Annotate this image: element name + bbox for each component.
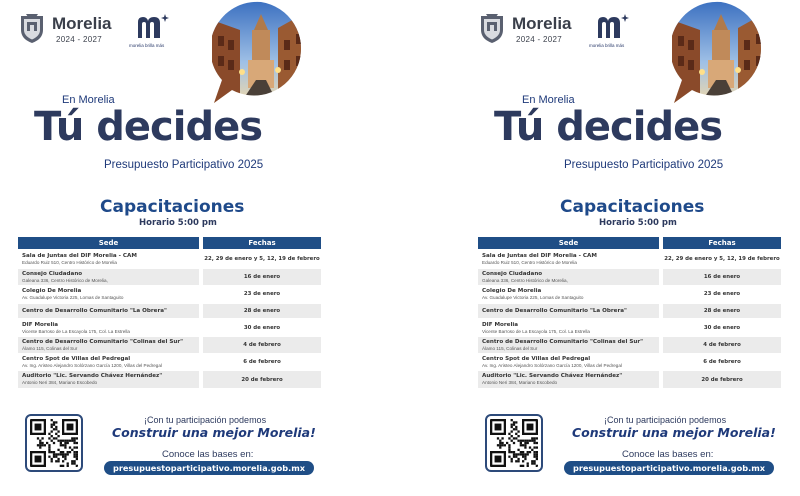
sede-cell xyxy=(478,304,659,318)
cta-line-1: ¡Con tu participación podemos xyxy=(604,415,727,425)
sede-cell xyxy=(18,320,199,335)
main-title: Tú decides xyxy=(34,104,263,150)
table-row xyxy=(478,371,781,388)
table-row xyxy=(478,269,781,285)
fecha-text: 20 de febrero xyxy=(701,376,743,383)
table-row xyxy=(18,354,321,370)
cathedral-photo xyxy=(672,0,770,104)
fecha-cell xyxy=(663,286,781,302)
subtitle: Presupuesto Participativo 2025 xyxy=(104,159,264,171)
sede-name: Colegio De Morelia xyxy=(22,288,82,294)
fecha-cell xyxy=(203,320,321,335)
fecha-text: 16 de enero xyxy=(243,274,281,280)
table-row xyxy=(18,251,321,267)
sede-cell xyxy=(18,286,199,302)
fecha-cell xyxy=(663,269,781,285)
sede-cell xyxy=(478,286,659,302)
sede-cell xyxy=(18,337,199,353)
fecha-text: 6 de febrero xyxy=(703,359,741,365)
sede-address: Galeana 336, Centro Histórico de Morelia, xyxy=(482,278,568,283)
table-row xyxy=(18,371,321,388)
fecha-cell xyxy=(663,304,781,318)
cta-line-2: Construir una mejor Morelia! xyxy=(112,425,316,440)
sede-name: Centro de Desarrollo Comunitario "La Obrera" xyxy=(22,308,167,314)
administration-years: 2024 - 2027 xyxy=(56,35,103,44)
sede-name: Centro Spot de Villas del Pedregal xyxy=(482,356,591,362)
sede-address: Vicente Barroso de La Escayola 175, Col. La Estrella xyxy=(482,329,590,334)
column-header-sede: Sede xyxy=(478,237,659,249)
table-row xyxy=(18,269,321,285)
sede-name: Auditorio "Lic. Servando Chávez Hernández" xyxy=(22,373,163,379)
sede-address: Galeana 336, Centro Histórico de Morelia, xyxy=(22,278,108,283)
sede-cell xyxy=(18,251,199,267)
fecha-text: 23 de enero xyxy=(243,291,281,297)
subtitle: Presupuesto Participativo 2025 xyxy=(564,159,724,171)
brand-name: Morelia xyxy=(52,14,112,33)
column-header-sede: Sede xyxy=(18,237,199,249)
sede-cell xyxy=(18,371,199,388)
fecha-cell xyxy=(203,371,321,388)
slogan-micro: morelia brilla más xyxy=(129,43,165,48)
fecha-cell xyxy=(663,337,781,353)
sede-name: DIF Morelia xyxy=(482,322,519,328)
sede-name: Centro de Desarrollo Comunitario "La Obrera" xyxy=(482,308,627,314)
qr-code xyxy=(485,414,543,472)
city-seal-icon xyxy=(18,12,46,44)
fecha-text: 6 de febrero xyxy=(243,359,281,365)
sede-cell xyxy=(18,304,199,318)
fecha-text: 4 de febrero xyxy=(703,342,741,348)
sede-address: Álamo 115, Colinas del Sur xyxy=(22,346,78,351)
fecha-cell xyxy=(663,354,781,370)
table-row xyxy=(478,286,781,302)
fecha-text: 23 de enero xyxy=(703,291,741,297)
poster-left xyxy=(12,0,352,496)
header-logos xyxy=(478,10,678,50)
section-title: Capacitaciones xyxy=(100,197,245,217)
pre-title: En Morelia xyxy=(62,94,115,106)
sede-address: Álamo 115, Colinas del Sur xyxy=(482,346,538,351)
cta-line-1: ¡Con tu participación podemos xyxy=(144,415,267,425)
sede-name: Centro Spot de Villas del Pedregal xyxy=(22,356,131,362)
sede-name: Auditorio "Lic. Servando Chávez Hernández" xyxy=(482,373,623,379)
sede-name: Consejo Ciudadano xyxy=(22,271,83,277)
column-header-fechas: Fechas xyxy=(203,237,321,249)
sede-name: Colegio De Morelia xyxy=(482,288,542,294)
fecha-cell xyxy=(203,337,321,353)
sede-cell xyxy=(478,320,659,335)
m-logo-icon xyxy=(594,12,634,42)
table-row xyxy=(18,286,321,302)
cta-line-3: Conoce las bases en: xyxy=(162,449,254,460)
sede-address: Vicente Barroso de La Escayola 175, Col. La Estrella xyxy=(22,329,130,334)
sede-address: Eduardo Ruiz 510, Centro Histórico de Morelia xyxy=(482,260,577,265)
cathedral-photo xyxy=(212,0,310,104)
sede-name: Centro de Desarrollo Comunitario "Colinas del Sur" xyxy=(22,339,184,345)
website-url[interactable]: presupuestoparticipativo.morelia.gob.mx xyxy=(564,461,774,475)
fecha-cell xyxy=(663,371,781,388)
table-row xyxy=(478,304,781,318)
slogan-micro: morelia brilla más xyxy=(589,43,625,48)
poster-right xyxy=(472,0,800,496)
fecha-text: 30 de enero xyxy=(243,324,281,331)
fecha-cell xyxy=(203,251,321,267)
table-row xyxy=(18,304,321,318)
fecha-text: 28 de enero xyxy=(703,308,741,314)
column-header-fechas: Fechas xyxy=(663,237,781,249)
sede-address: Eduardo Ruiz 510, Centro Histórico de Morelia xyxy=(22,260,117,265)
sede-name: Consejo Ciudadano xyxy=(482,271,543,277)
m-logo-icon xyxy=(134,12,174,42)
table-row xyxy=(18,337,321,353)
header-logos xyxy=(18,10,218,50)
sede-cell xyxy=(478,354,659,370)
table-row xyxy=(478,251,781,267)
table-row xyxy=(478,354,781,370)
fecha-cell xyxy=(663,251,781,267)
qr-code xyxy=(25,414,83,472)
section-title: Capacitaciones xyxy=(560,197,705,217)
fecha-cell xyxy=(203,286,321,302)
sede-name: Centro de Desarrollo Comunitario "Colinas del Sur" xyxy=(482,339,644,345)
sede-address: Antonio Neri 384, Mariano Escobedo xyxy=(482,380,558,385)
fecha-text: 22, 29 de enero y 5, 12, 19 de febrero xyxy=(664,256,780,262)
table-row xyxy=(18,320,321,335)
cta-line-3: Conoce las bases en: xyxy=(622,449,714,460)
fecha-cell xyxy=(203,269,321,285)
sede-cell xyxy=(478,251,659,267)
sede-name: Sala de Juntas del DIF Morelia - CAM xyxy=(482,253,597,259)
sede-name: DIF Morelia xyxy=(22,322,59,328)
fecha-cell xyxy=(663,320,781,335)
pre-title: En Morelia xyxy=(522,94,575,106)
cta-line-2: Construir una mejor Morelia! xyxy=(572,425,776,440)
table-row xyxy=(478,337,781,353)
schedule-time: Horario 5:00 pm xyxy=(139,218,217,228)
sede-address: Av. Guadalupe Victoria 225, Lomas de Santaguito xyxy=(482,295,584,300)
sede-address: Antonio Neri 384, Mariano Escobedo xyxy=(22,380,98,385)
administration-years: 2024 - 2027 xyxy=(516,35,563,44)
fecha-text: 4 de febrero xyxy=(243,342,281,348)
brand-name: Morelia xyxy=(512,14,572,33)
fecha-text: 16 de enero xyxy=(703,274,741,280)
fecha-text: 30 de enero xyxy=(703,324,741,331)
main-title: Tú decides xyxy=(494,104,723,150)
sede-name: Sala de Juntas del DIF Morelia - CAM xyxy=(22,253,137,259)
fecha-cell xyxy=(203,354,321,370)
sede-cell xyxy=(478,371,659,388)
table-row xyxy=(478,320,781,335)
city-seal-icon xyxy=(478,12,506,44)
fecha-text: 22, 29 de enero y 5, 12, 19 de febrero xyxy=(204,256,320,262)
fecha-text: 20 de febrero xyxy=(241,376,283,383)
sede-address: Av. Guadalupe Victoria 225, Lomas de Santaguito xyxy=(22,295,124,300)
sede-cell xyxy=(478,269,659,285)
website-url[interactable]: presupuestoparticipativo.morelia.gob.mx xyxy=(104,461,314,475)
sede-cell xyxy=(478,337,659,353)
fecha-text: 28 de enero xyxy=(243,308,281,314)
sede-address: Av. Ing. Aristeo Alejandro Solórzano García 1200, Villas del Pedregal xyxy=(482,363,622,368)
sede-cell xyxy=(18,354,199,370)
schedule-time: Horario 5:00 pm xyxy=(599,218,677,228)
sede-cell xyxy=(18,269,199,285)
sede-address: Av. Ing. Aristeo Alejandro Solórzano García 1200, Villas del Pedregal xyxy=(22,363,162,368)
fecha-cell xyxy=(203,304,321,318)
